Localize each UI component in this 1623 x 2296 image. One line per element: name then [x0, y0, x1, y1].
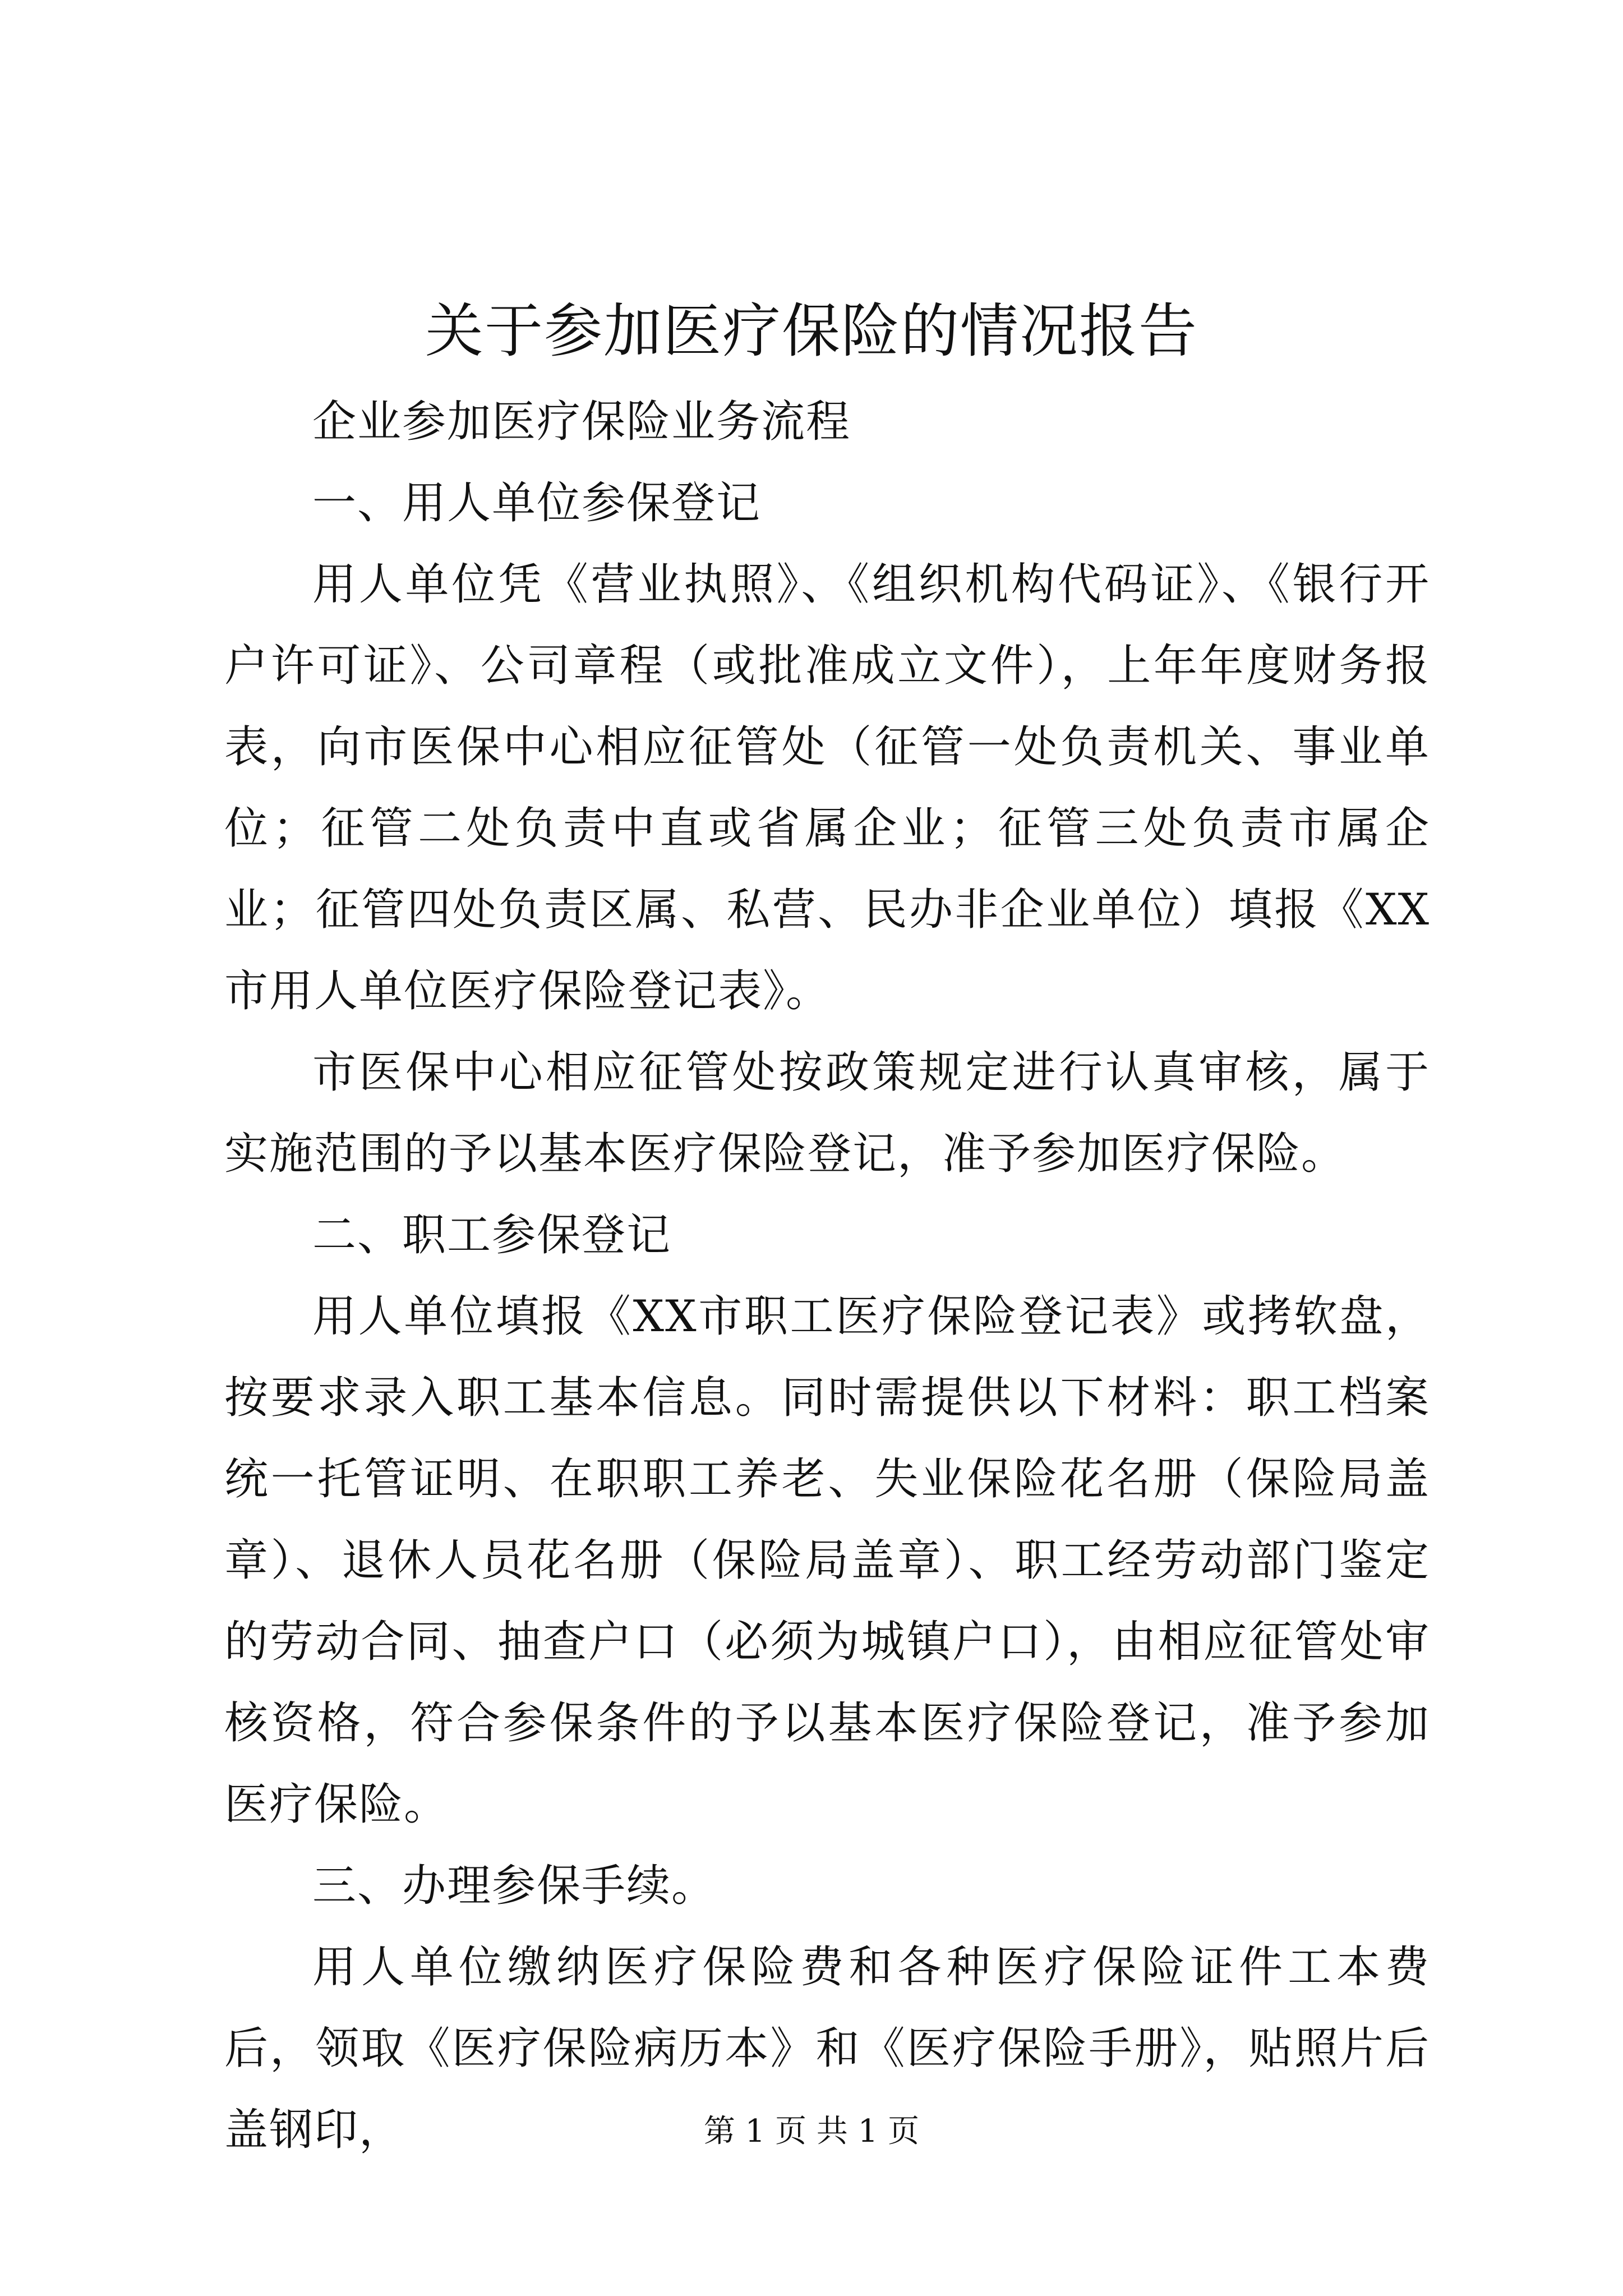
paragraph-subtitle: 企业参加医疗保险业务流程 [312, 397, 851, 447]
section-heading-2: 二、职工参保登记 [312, 1210, 672, 1260]
page-footer: 第 1 页 共 1 页 [703, 2113, 920, 2150]
document-body [224, 381, 1430, 2171]
section-heading-1: 一、用人单位参保登记 [312, 478, 762, 528]
section-heading-3: 三、办理参保手续。 [312, 1861, 717, 1911]
paragraph: 用人单位填报《XX市职工医疗保险登记表》或拷软盘，按要求录入职工基本信息。同时需提供以下材料：职工档案统一托管证明、在职职工养老、失业保险花名册（保险局盖章）、退休人员花名册（保险局盖章）、职工经劳动部门鉴定的劳动合同、抽查户口（必须为城镇户口），由相应征管处审核资格，符合参保条件的予以基本医疗保险登记，准予参加医疗保险。 [224, 1291, 1430, 1830]
paragraph: 用人单位凭《营业执照》、《组织机构代码证》、《银行开户许可证》、公司章程（或批准成立文件），上年年度财务报表，向市医保中心相应征管处（征管一处负责机关、事业单位；征管二处负责中直或省属企业；征管三处负责市属企业；征管四处负责区属、私营、民办非企业单位）填报《XX市用人单位医疗保险登记表》。 [224, 559, 1430, 1016]
document-title: 关于参加医疗保险的情况报告 [425, 297, 1198, 365]
paragraph: 用人单位缴纳医疗保险费和各种医疗保险证件工本费后，领取《医疗保险病历本》和《医疗保险手册》，贴照片后盖钢印， [224, 1942, 1430, 2155]
paragraph: 市医保中心相应征管处按政策规定进行认真审核，属于实施范围的予以基本医疗保险登记，准予参加医疗保险。 [224, 1047, 1430, 1179]
